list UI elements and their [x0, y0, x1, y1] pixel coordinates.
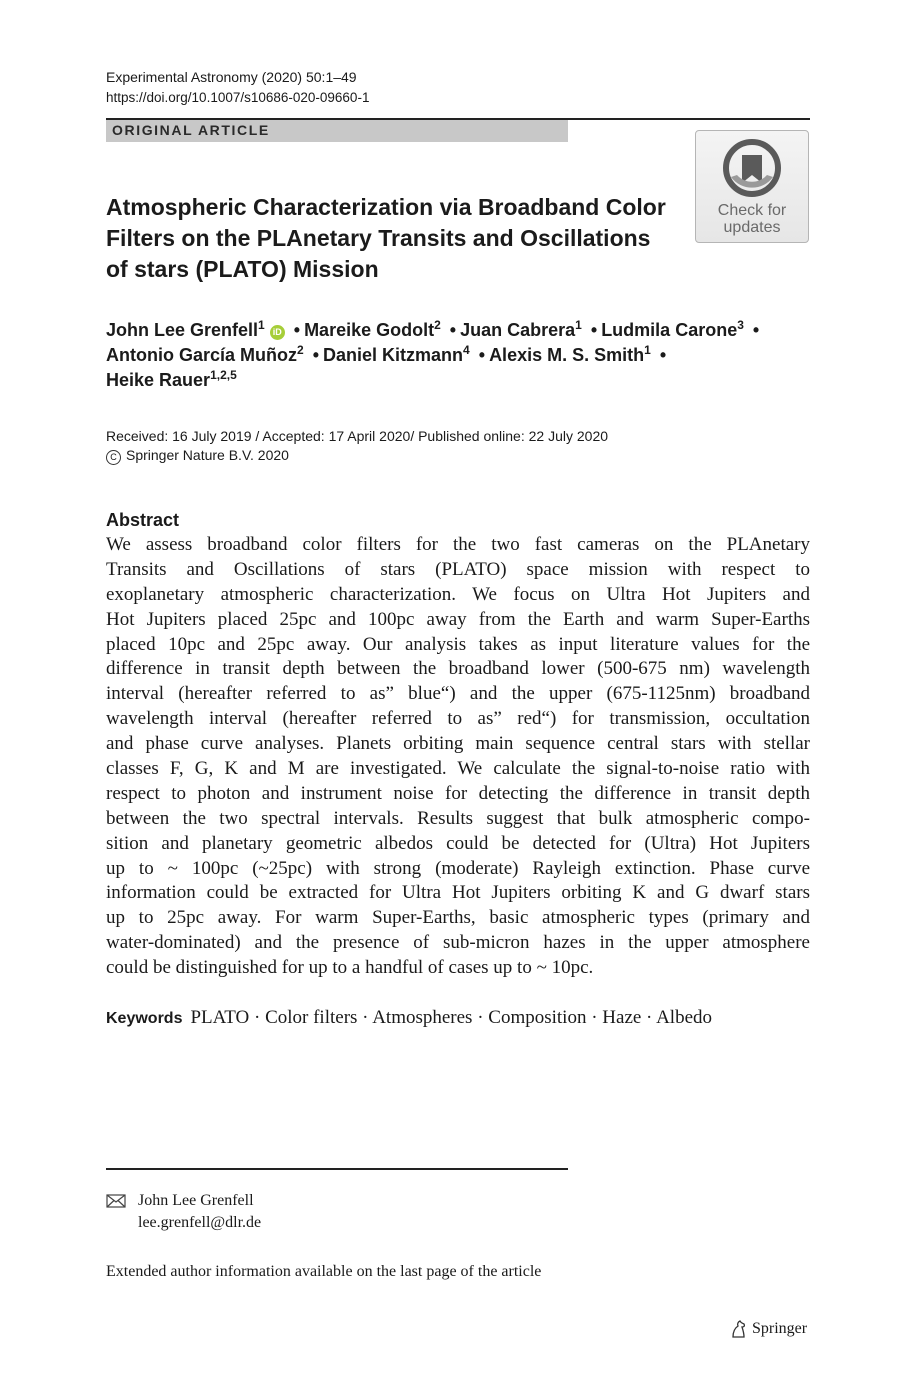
- author-separator: •: [449, 320, 457, 340]
- springer-horse-icon: [729, 1319, 749, 1339]
- abstract-line: sition and planetary geometric albedos could be detected for (Ultra) Hot Jupiters: [106, 832, 810, 854]
- article-title-line: Atmospheric Characterization via Broadband Color: [106, 194, 666, 220]
- abstract-line: up to 25pc away. For warm Super-Earths, basic atmospheric types (primary and: [106, 907, 810, 929]
- article-type-banner: ORIGINAL ARTICLE: [106, 120, 568, 142]
- article-title-line: of stars (PLATO) Mission: [106, 256, 379, 282]
- footnote-rule: [106, 1168, 568, 1170]
- abstract-line: Hot Jupiters placed 25pc and 100pc away from the Earth and warm Super-Earths: [106, 608, 810, 630]
- abstract-line: water-dominated) and the presence of sub-micron hazes in the upper atmosphere: [106, 932, 810, 954]
- journal-citation: Experimental Astronomy (2020) 50:1–49: [106, 69, 357, 85]
- abstract-line: exoplanetary atmospheric characterization. We focus on Ultra Hot Jupiters and: [106, 583, 810, 605]
- author-name[interactable]: Juan Cabrera: [460, 320, 576, 340]
- keywords-label: Keywords: [106, 1010, 183, 1027]
- author-separator: •: [659, 345, 667, 365]
- author-list-line: [106, 318, 763, 342]
- author-affiliation: 4: [463, 343, 470, 357]
- author-name[interactable]: Antonio García Muñoz: [106, 345, 297, 365]
- author-list-line: [106, 343, 670, 367]
- crossmark-icon: [723, 139, 781, 197]
- author-separator: •: [752, 320, 760, 340]
- author-separator: •: [590, 320, 598, 340]
- corresponding-author-name: John Lee Grenfell: [138, 1192, 254, 1209]
- abstract-line: up to ~ 100pc (~25pc) with strong (moderate) Rayleigh extinction. Phase curve: [106, 857, 810, 879]
- keywords: [106, 1006, 712, 1031]
- author-affiliation: 2: [297, 343, 304, 357]
- abstract-line: classes F, G, K and M are investigated. We calculate the signal-to-noise ratio with: [106, 758, 810, 780]
- abstract-line: respect to photon and instrument noise for detecting the difference in transit depth: [106, 782, 810, 804]
- extended-author-info-note: Extended author information available on the last page of the article: [106, 1263, 542, 1280]
- check-updates-line2: updates: [723, 219, 781, 236]
- abstract-line: interval (hereafter referred to as” blue“) and the upper (675-1125nm) broadband: [106, 683, 810, 705]
- abstract-heading: Abstract: [106, 510, 180, 530]
- author-affiliation: 1: [575, 318, 582, 332]
- abstract-line: We assess broadband color filters for the two fast cameras on the PLAnetary: [106, 534, 810, 555]
- author-separator: •: [478, 345, 486, 365]
- author-list-line: [106, 368, 237, 392]
- publication-dates: Received: 16 July 2019 / Accepted: 17 April 2020/ Published online: 22 July 2020: [106, 428, 609, 444]
- copyright-notice: [106, 446, 289, 465]
- article-title-line: Filters on the PLAnetary Transits and Oscillations: [106, 225, 651, 251]
- abstract-line: wavelength interval (hereafter referred to as” red“) for transmission, occultation: [106, 708, 810, 730]
- copyright-icon: C: [106, 450, 121, 465]
- orcid-icon[interactable]: iD: [270, 325, 285, 340]
- abstract-line: between the two spectral intervals. Results suggest that bulk atmospheric compo-: [106, 807, 810, 829]
- author-name[interactable]: John Lee Grenfell: [106, 320, 259, 340]
- abstract-body: [106, 533, 810, 981]
- check-for-updates-button[interactable]: [695, 130, 809, 243]
- author-affiliation: 1: [258, 318, 265, 332]
- author-separator: •: [293, 320, 301, 340]
- abstract-line: could be distinguished for up to a handful of cases up to ~ 10pc.: [106, 957, 594, 979]
- author-name[interactable]: Alexis M. S. Smith: [489, 345, 645, 365]
- author-separator: •: [312, 345, 320, 365]
- abstract-line: information could be extracted for Ultra Hot Jupiters orbiting K and G dwarf stars: [106, 882, 810, 904]
- author-name[interactable]: Mareike Godolt: [304, 320, 435, 340]
- keywords-list: PLATO · Color filters · Atmospheres · Composition · Haze · Albedo: [190, 1007, 713, 1028]
- author-affiliation: 1,2,5: [210, 368, 237, 382]
- abstract-line: and phase curve analyses. Planets orbiting main sequence central stars with stellar: [106, 733, 810, 755]
- doi-link[interactable]: https://doi.org/10.1007/s10686-020-09660-1: [106, 90, 370, 105]
- author-name[interactable]: Ludmila Carone: [601, 320, 738, 340]
- author-name[interactable]: Heike Rauer: [106, 370, 211, 390]
- envelope-icon: [106, 1194, 126, 1208]
- abstract-line: placed 10pc and 25pc away. Our analysis takes as input literature values for the: [106, 633, 810, 655]
- abstract-line: difference in transit depth between the broadband lower (500-675 nm) wavelength: [106, 658, 810, 680]
- copyright-text: Springer Nature B.V. 2020: [126, 447, 289, 463]
- author-affiliation: 2: [434, 318, 441, 332]
- author-affiliation: 1: [644, 343, 651, 357]
- abstract-line: Transits and Oscillations of stars (PLATO) space mission with respect to: [106, 558, 810, 580]
- author-affiliation: 3: [737, 318, 744, 332]
- publisher-name: Springer: [752, 1320, 808, 1337]
- author-name[interactable]: Daniel Kitzmann: [323, 345, 464, 365]
- check-updates-line1: Check for: [717, 202, 787, 219]
- corresponding-author-email[interactable]: lee.grenfell@dlr.de: [138, 1214, 262, 1231]
